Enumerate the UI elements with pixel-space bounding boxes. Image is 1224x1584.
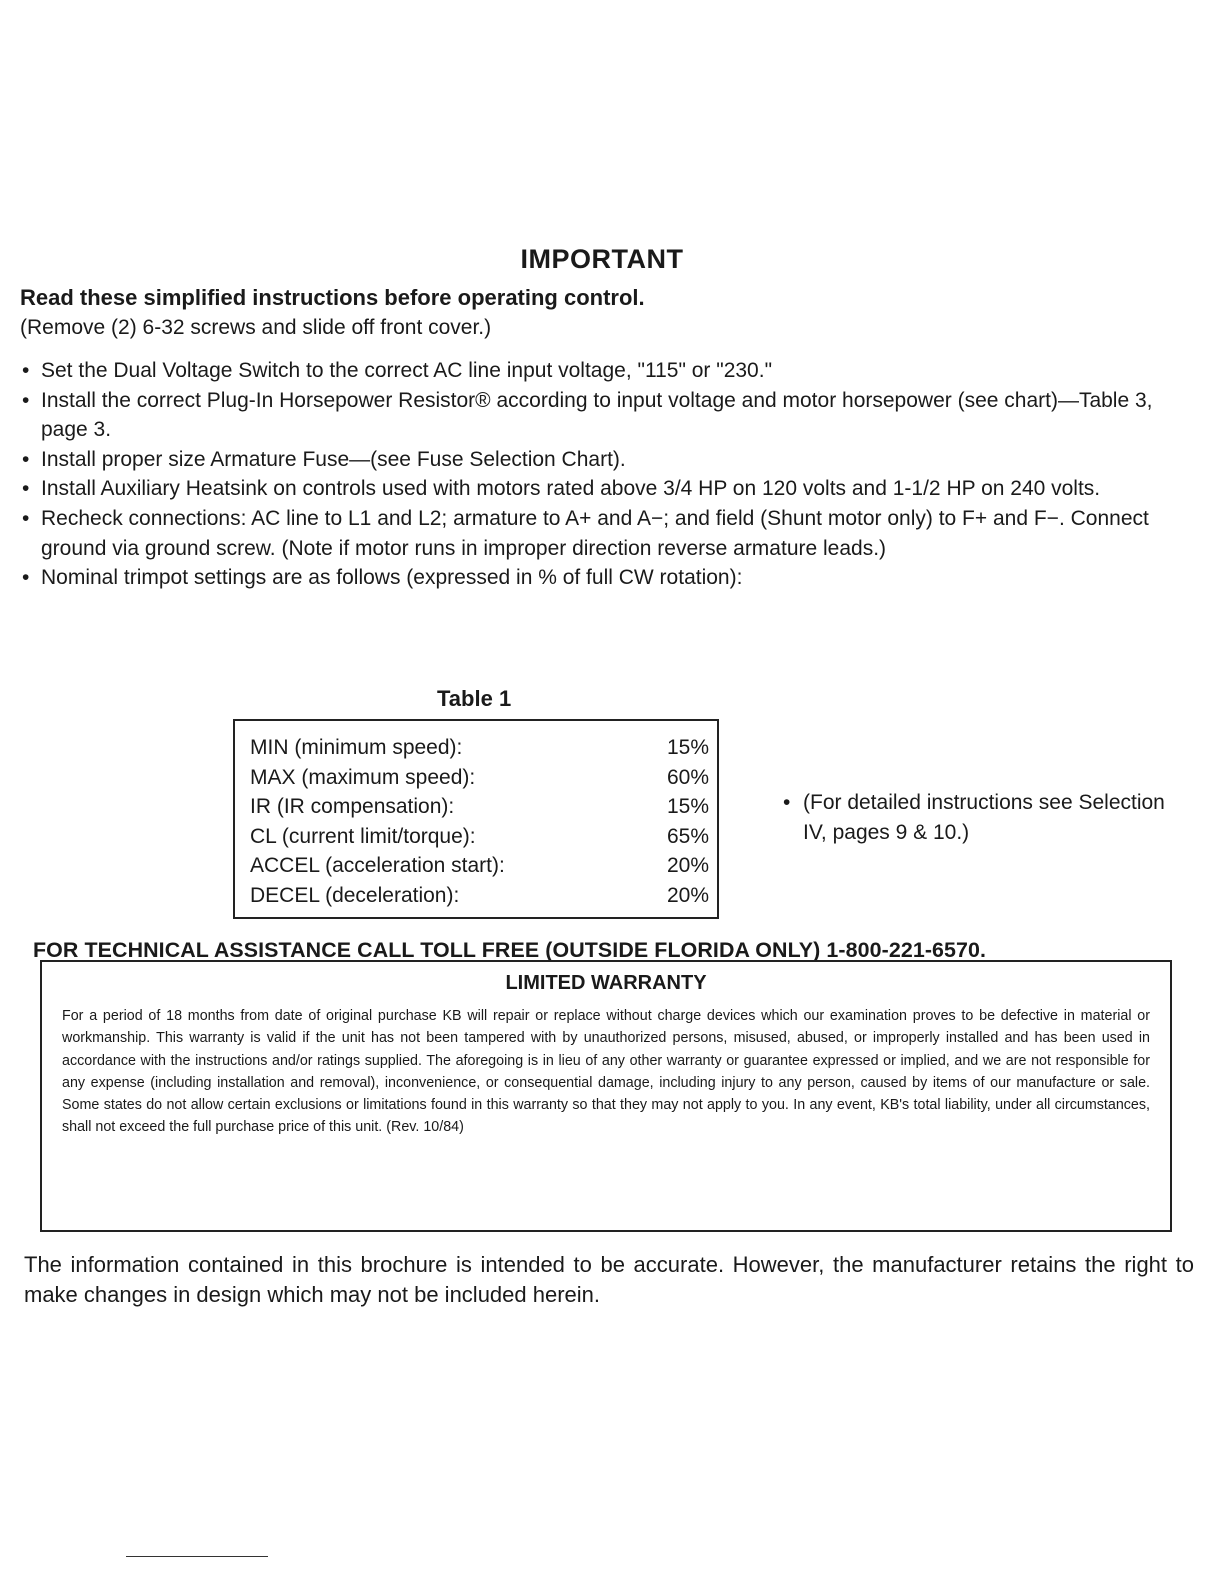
instruction-item: • Install proper size Armature Fuse—(see Fuse Selection Chart). bbox=[20, 445, 1190, 475]
technical-assistance-line: FOR TECHNICAL ASSISTANCE CALL TOLL FREE (OUTSIDE FLORIDA ONLY) 1-800-221-6570. bbox=[33, 938, 987, 962]
instruction-item: • Nominal trimpot settings are as follows (expressed in % of full CW rotation): bbox=[20, 563, 1190, 593]
table-row bbox=[250, 881, 709, 911]
setting-value: 60% bbox=[666, 765, 709, 789]
page-title: IMPORTANT bbox=[520, 244, 684, 274]
setting-label: ACCEL (acceleration start): bbox=[250, 854, 505, 877]
warranty-title: LIMITED WARRANTY bbox=[505, 972, 707, 994]
table-title: Table 1 bbox=[437, 686, 512, 711]
disclaimer-text: The information contained in this brochure is intended to be accurate. However, the manufacturer retains the right to make changes in design which may not be included herein. bbox=[24, 1252, 1194, 1307]
setting-value: 15% bbox=[666, 736, 709, 759]
table-row bbox=[250, 822, 709, 852]
cover-removal-note: (Remove (2) 6-32 screws and slide off front cover.) bbox=[20, 316, 492, 339]
instruction-item: • Set the Dual Voltage Switch to the correct AC line input voltage, "115" or "230." bbox=[20, 356, 1190, 386]
table-row bbox=[250, 851, 709, 881]
setting-label: IR (IR compensation): bbox=[250, 795, 455, 818]
instruction-item: • Install the correct Plug-In Horsepower Resistor® according to input voltage and motor horsepower (see chart)—Table 3, page 3. bbox=[20, 386, 1190, 445]
setting-value: 65% bbox=[666, 824, 709, 848]
instruction-list bbox=[20, 356, 1190, 593]
setting-label: MAX (maximum speed): bbox=[250, 765, 476, 789]
footer-divider bbox=[126, 1556, 268, 1557]
instruction-item: • Install Auxiliary Heatsink on controls used with motors rated above 3/4 HP on 120 volts and 1-1/2 HP on 240 volts. bbox=[20, 474, 1190, 504]
table-row bbox=[250, 763, 709, 793]
table-row bbox=[250, 733, 709, 763]
setting-value: 20% bbox=[666, 883, 709, 907]
setting-label: CL (current limit/torque): bbox=[250, 824, 476, 848]
setting-label: DECEL (deceleration): bbox=[250, 883, 460, 907]
bullet-icon: • bbox=[783, 791, 791, 814]
setting-label: MIN (minimum speed): bbox=[250, 736, 463, 759]
setting-value: 15% bbox=[666, 795, 709, 818]
warranty-text: For a period of 18 months from date of original purchase KB will repair or replace without charge devices which our examination proves to be defective in material or workmanship. This warranty is valid if the unit has not been tampered with by unauthorized persons, misused, abused, or improperly installed and has been used in accordance with the instructions and/or ratings supplied. The aforegoing is in lieu of any other warranty or guarantee expressed or implied, and we are not responsible for any expense (including installation and removal), inconvenience, or consequential damage, including injury to any person, caused by items of our manufacture or sale. Some states do not allow certain exclusions or limitations found in this warranty so that they may not apply to you. In any event, KB's total liability, under all circumstances, shall not exceed the full purchase price of this unit. (Rev. 10/84) bbox=[62, 1008, 1150, 1136]
limited-warranty-box bbox=[40, 960, 1172, 1232]
lead-instruction: Read these simplified instructions before operating control. bbox=[20, 285, 645, 310]
setting-value: 20% bbox=[666, 854, 709, 877]
table-row bbox=[250, 792, 709, 822]
instruction-item: • Recheck connections: AC line to L1 and L2; armature to A+ and A−; and field (Shunt motor only) to F+ and F−. Connect ground via ground screw. (Note if motor runs in improper direction reverse armature leads.) bbox=[20, 504, 1190, 563]
side-note-text: (For detailed instructions see Selection IV, pages 9 & 10.) bbox=[803, 791, 1165, 844]
trimpot-settings-table bbox=[233, 719, 719, 919]
detailed-instructions-note bbox=[783, 788, 1183, 847]
